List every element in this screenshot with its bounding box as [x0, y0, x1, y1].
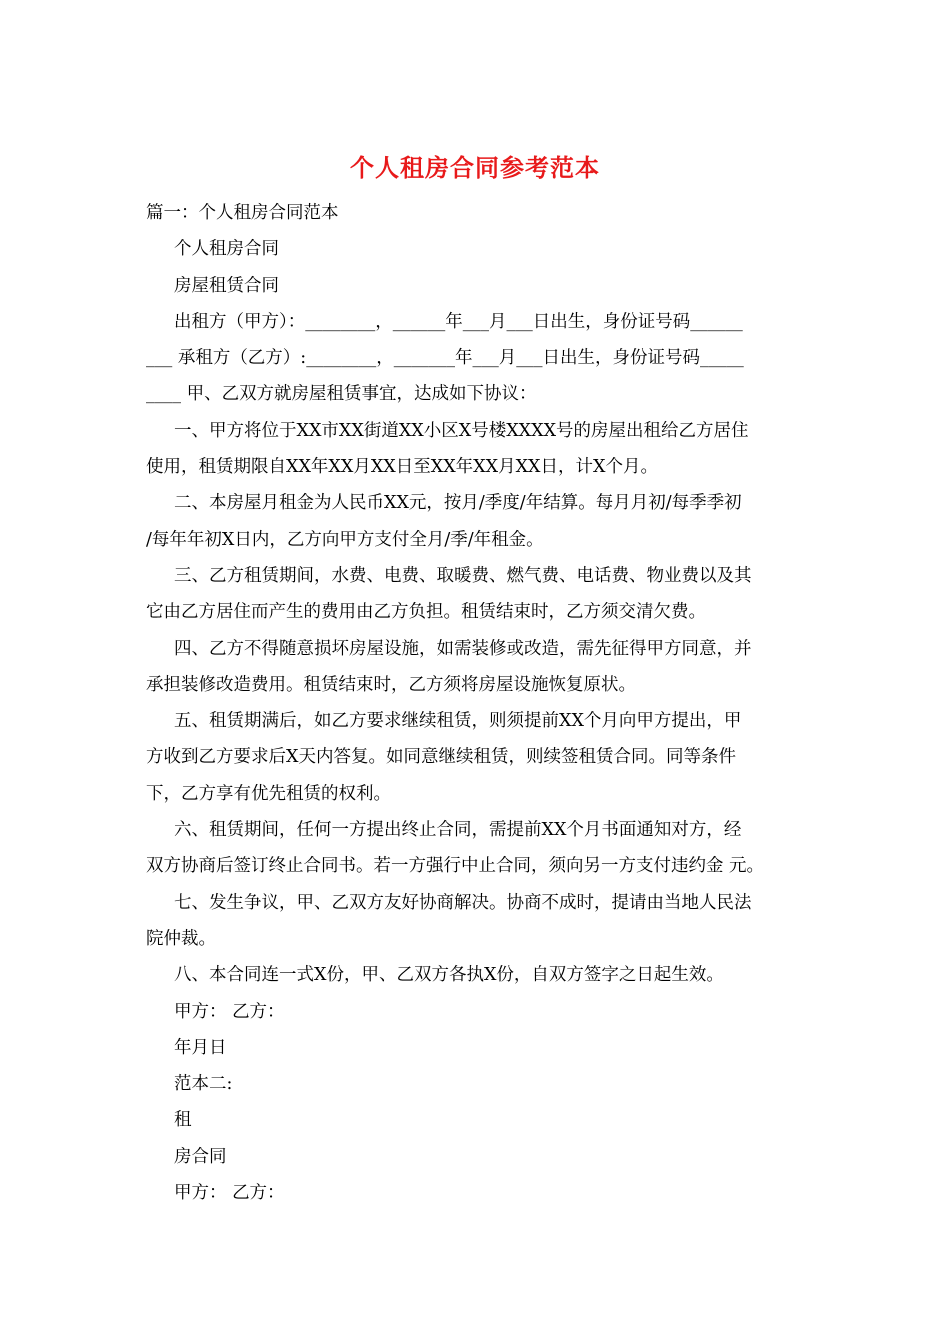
text-line: 二、本房屋月租金为人民币XX元，按月/季度/年结算。每月月初/每季季初: [174, 493, 742, 514]
text-line: 房合同: [174, 1146, 227, 1167]
text-line: 八、本合同连一式X份，甲、乙双方各执X份，自双方签字之日起生效。: [174, 965, 724, 986]
text-line: 五、租赁期满后，如乙方要求继续租赁，则须提前XX个月向甲方提出，甲: [174, 711, 742, 732]
document-body: [146, 195, 818, 1211]
text-line: /每年年初X日内，乙方向甲方支付全月/季/年租金。: [146, 529, 544, 550]
text-line: 范本二:: [174, 1074, 233, 1095]
text-line: 方收到乙方要求后X天内答复。如同意继续租赁，则续签租赁合同。同等条件: [146, 747, 736, 768]
text-line: 甲方： 乙方：: [174, 1001, 285, 1022]
text-line: 租: [174, 1110, 192, 1131]
text-line: ____ 甲、乙双方就房屋租赁事宜，达成如下协议：: [146, 384, 537, 405]
text-line: 它由乙方居住而产生的费用由乙方负担。租赁结束时，乙方须交清欠费。: [146, 602, 706, 623]
text-line: 使用，租赁期限自XX年XX月XX日至XX年XX月XX日，计X个月。: [146, 457, 658, 478]
text-line: 承担装修改造费用。租赁结束时，乙方须将房屋设施恢复原状。: [146, 674, 636, 695]
text-line: 一、甲方将位于XX市XX街道XX小区X号楼XXXX号的房屋出租给乙方居住: [174, 420, 749, 441]
text-line: ___ 承租方（乙方）:________，_______年___月___日出生，身份证号码_____: [146, 348, 744, 369]
text-line: 双方协商后签订终止合同书。若一方强行中止合同，须向另一方支付违约金 元。: [146, 856, 765, 877]
text-line: 出租方（甲方）：________，______年___月___日出生，身份证号码______: [174, 311, 743, 332]
text-line: 甲方： 乙方：: [174, 1183, 285, 1204]
document-title: 个人租房合同参考范本: [350, 153, 600, 182]
text-line: 院仲裁。: [146, 928, 216, 949]
text-line: 七、发生争议，甲、乙双方友好协商解决。协商不成时，提请由当地人民法: [174, 892, 752, 913]
text-line: 六、租赁期间，任何一方提出终止合同，需提前XX个月书面通知对方，经: [174, 820, 742, 841]
text-line: 房屋租赁合同: [174, 275, 279, 296]
text-line: 个人租房合同: [174, 239, 279, 260]
text-line: 四、乙方不得随意损坏房屋设施，如需装修或改造，需先征得甲方同意，并: [174, 638, 752, 659]
text-line: 三、乙方租赁期间，水费、电费、取暖费、燃气费、电话费、物业费以及其: [174, 565, 752, 586]
text-line: 篇一：个人租房合同范本: [146, 203, 339, 223]
text-line: 下，乙方享有优先租赁的权利。: [146, 783, 391, 804]
text-line: 年月日: [174, 1037, 227, 1058]
